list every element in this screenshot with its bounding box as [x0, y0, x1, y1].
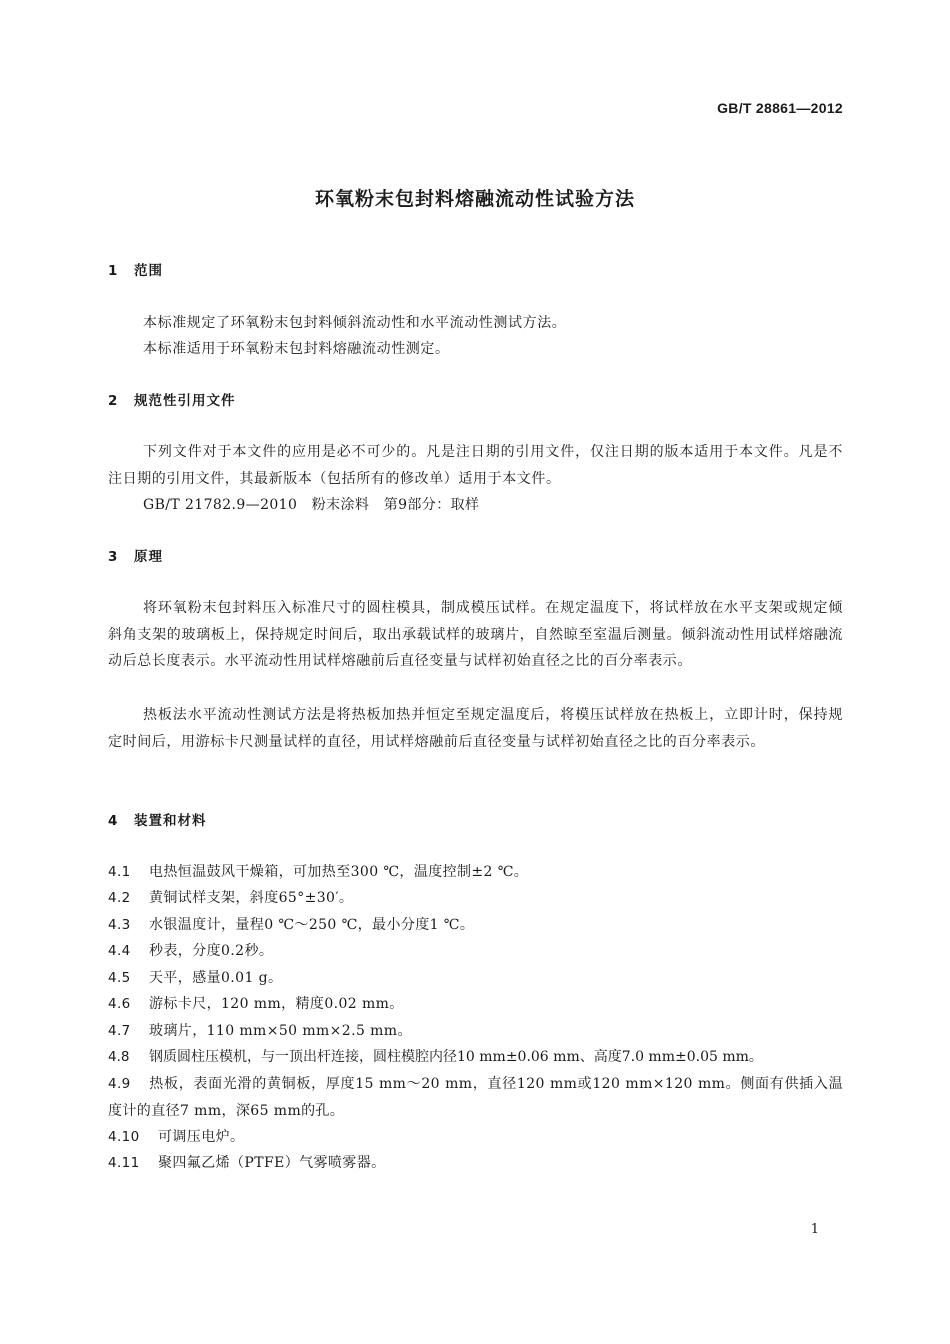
- paragraph: 将环氧粉末包封料压入标准尺寸的圆柱模具，制成模压试样。在规定温度下，将试样放在水平支架或规定倾斜角支架的玻璃板上，保持规定时间后，取出承载试样的玻璃片，自然晾至室温后测量。倾斜流动性用试样熔融流动后总长度表示。水平流动性用试样熔融前后直径变量与试样初始直径之比的百分率表示。: [108, 600, 843, 669]
- paragraph: 本标准规定了环氧粉末包封料倾斜流动性和水平流动性测试方法。: [143, 315, 567, 331]
- list-item: [108, 859, 843, 886]
- normative-reference: GB/T 21782.9—2010 粉末涂料 第9部分：取样: [143, 497, 480, 513]
- item-number: 4.10: [108, 1129, 140, 1145]
- item-number: 4.11: [108, 1155, 140, 1171]
- list-item: [108, 938, 843, 965]
- item-number: 4.6: [108, 996, 131, 1012]
- item-number: 4.7: [108, 1023, 131, 1039]
- section-number: 4: [108, 813, 118, 829]
- section-4-heading: [108, 808, 207, 834]
- section-1-heading: [108, 258, 163, 284]
- item-number: 4.9: [108, 1076, 131, 1092]
- paragraph: 本标准适用于环氧粉末包封料熔融流动性测定。: [143, 341, 450, 357]
- section-number: 3: [108, 549, 118, 565]
- list-item: [108, 1071, 843, 1124]
- section-3-heading: [108, 544, 163, 570]
- list-item: [108, 1124, 843, 1151]
- item-number: 4.2: [108, 890, 131, 906]
- item-text: 游标卡尺，120 mm，精度0.02 mm。: [149, 996, 404, 1012]
- item-text: 热板，表面光滑的黄铜板，厚度15 mm～20 mm，直径120 mm或120 mm×120 mm。侧面有供插入温度计的直径7 mm，深65 mm的孔。: [108, 1076, 843, 1119]
- list-item: [108, 965, 843, 992]
- section-title: 原理: [134, 549, 163, 565]
- list-item: [108, 1018, 843, 1045]
- item-text: 电热恒温鼓风干燥箱，可加热至300 ℃，温度控制±2 ℃。: [149, 864, 529, 880]
- item-number: 4.5: [108, 970, 131, 986]
- list-item: [108, 1150, 843, 1177]
- item-text: 钢质圆柱压模机，与一顶出杆连接，圆柱模腔内径10 mm±0.06 mm、高度7.0 mm±0.05 mm。: [149, 1049, 763, 1065]
- item-number: 4.1: [108, 864, 131, 880]
- item-text: 聚四氟乙烯（PTFE）气雾喷雾器。: [158, 1155, 386, 1171]
- paragraph: 热板法水平流动性测试方法是将热板加热并恒定至规定温度后，将模压试样放在热板上，立即计时，保持规定时间后，用游标卡尺测量试样的直径，用试样熔融前后直径变量与试样初始直径之比的百分率表示。: [108, 707, 843, 750]
- item-number: 4.4: [108, 943, 131, 959]
- document-title: 环氧粉末包封料熔融流动性试验方法: [314, 188, 635, 210]
- list-item: [108, 991, 843, 1018]
- section-title: 规范性引用文件: [134, 393, 236, 409]
- list-item: [108, 1044, 843, 1071]
- paragraph: 下列文件对于本文件的应用是必不可少的。凡是注日期的引用文件，仅注日期的版本适用于本文件。凡是不注日期的引用文件，其最新版本（包括所有的修改单）适用于本文件。: [108, 444, 843, 487]
- item-number: 4.8: [108, 1049, 130, 1065]
- item-text: 黄铜试样支架，斜度65°±30′。: [149, 890, 354, 906]
- section-number: 1: [108, 263, 118, 279]
- page-number: 1: [810, 1222, 819, 1237]
- section-2-heading: [108, 388, 236, 414]
- item-number: 4.3: [108, 917, 131, 933]
- standard-code: GB/T 28861—2012: [717, 100, 843, 116]
- item-text: 水银温度计，量程0 ℃～250 ℃，最小分度1 ℃。: [149, 917, 475, 933]
- item-text: 玻璃片，110 mm×50 mm×2.5 mm。: [149, 1023, 412, 1039]
- section-title: 范围: [134, 263, 163, 279]
- section-title: 装置和材料: [134, 813, 207, 829]
- section-number: 2: [108, 393, 118, 409]
- list-item: [108, 885, 843, 912]
- list-item: [108, 912, 843, 939]
- item-text: 秒表，分度0.2秒。: [149, 943, 274, 959]
- item-text: 天平，感量0.01 g。: [149, 970, 283, 986]
- item-text: 可调压电炉。: [158, 1129, 245, 1145]
